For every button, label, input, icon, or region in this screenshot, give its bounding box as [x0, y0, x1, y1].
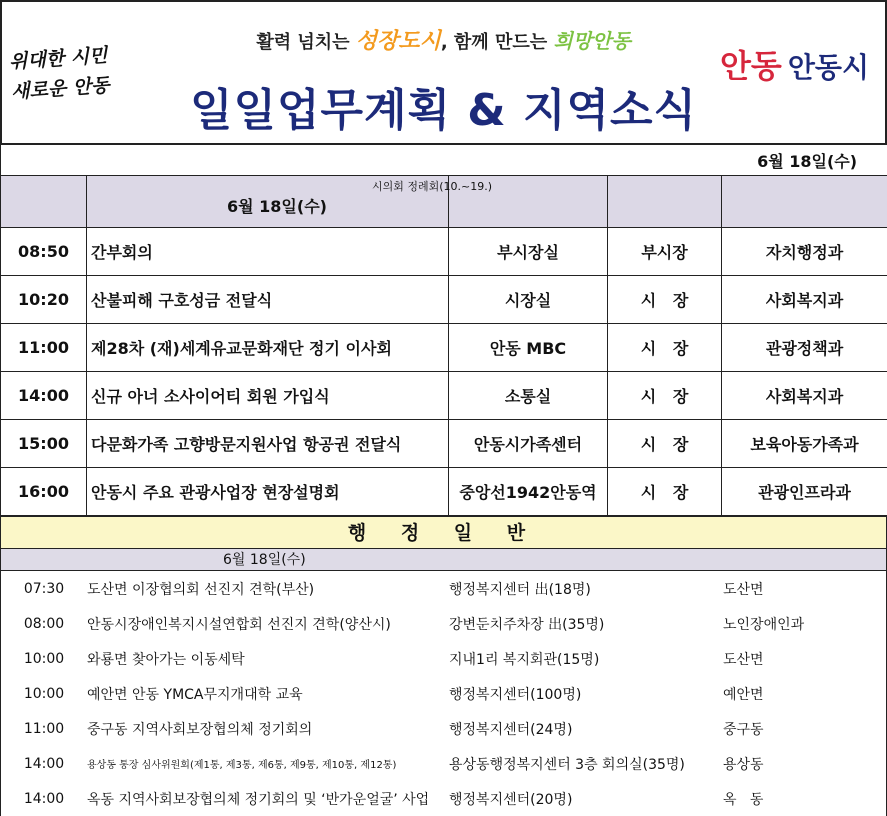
general-dept: 노인장애인과 [723, 606, 886, 641]
general-dept: 도산면 [723, 571, 886, 606]
general-row [1, 606, 886, 641]
schedule-title: 제28차 (재)세계유교문화재단 정기 이사회 [87, 324, 449, 372]
schedule-place: 안동 MBC [449, 324, 608, 372]
general-place: 지내1리 복지회관(15명) [449, 641, 723, 676]
schedule-time: 10:20 [1, 276, 87, 324]
schedule-time: 15:00 [1, 420, 87, 468]
general-title: 와룡면 찾아가는 이동세탁 [87, 641, 449, 676]
schedule-host: 시 장 [608, 420, 722, 468]
schedule-time: 16:00 [1, 468, 87, 516]
general-time: 10:00 [1, 676, 87, 711]
report-date: 6월 18일(수) [1, 144, 887, 176]
schedule-host: 시 장 [608, 372, 722, 420]
schedule-title: 산불피해 구호성금 전달식 [87, 276, 449, 324]
top-slogan: 활력 넘치는 성장도시, 함께 만드는 희망안동 [2, 24, 885, 55]
general-dept: 도산면 [723, 641, 886, 676]
schedule-table [0, 143, 887, 516]
schedule-title: 간부회의 [87, 228, 449, 276]
schedule-host: 부시장 [608, 228, 722, 276]
schedule-title: 신규 아너 소사이어티 회원 가입식 [87, 372, 449, 420]
general-place: 행정복지센터(24명) [449, 711, 723, 746]
general-title: 예안면 안동 YMCA무지개대학 교육 [87, 676, 449, 711]
general-time: 07:30 [1, 571, 87, 606]
schedule-dept: 보육아동가족과 [722, 420, 887, 468]
general-dept: 옥 동 [723, 781, 886, 816]
schedule-dept: 사회복지과 [722, 372, 887, 420]
city-logo [720, 46, 869, 86]
general-dept: 중구동 [723, 711, 886, 746]
schedule-host: 시 장 [608, 468, 722, 516]
general-section-title: 행 정 일 반 [0, 516, 887, 549]
general-row [1, 746, 886, 781]
general-title: 용상동 통장 심사위원회(제1통, 제3통, 제6통, 제9통, 제10통, 제12통) [87, 746, 449, 781]
schedule-host: 시 장 [608, 324, 722, 372]
schedule-row [1, 372, 887, 420]
general-dept: 용상동 [723, 746, 886, 781]
general-time: 14:00 [1, 781, 87, 816]
general-place: 행정복지센터(100명) [449, 676, 723, 711]
general-section-date: 6월 18일(수) [0, 549, 887, 571]
schedule-time: 11:00 [1, 324, 87, 372]
schedule-row [1, 228, 887, 276]
general-title: 도산면 이장협의회 선진지 견학(부산) [87, 571, 449, 606]
general-title: 중구동 지역사회보장협의체 정기회의 [87, 711, 449, 746]
general-row [1, 711, 886, 746]
slogan-line-1: 위대한 시민 [8, 37, 160, 77]
schedule-row [1, 420, 887, 468]
schedule-row [1, 468, 887, 516]
general-title: 옥동 지역사회보장협의체 정기회의 및 ‘반가운얼굴’ 사업 [87, 781, 449, 816]
general-dept: 예안면 [723, 676, 886, 711]
schedule-time: 08:50 [1, 228, 87, 276]
schedule-place: 시장실 [449, 276, 608, 324]
schedule-title: 안동시 주요 관광사업장 현장설명회 [87, 468, 449, 516]
schedule-title: 다문화가족 고향방문지원사업 항공권 전달식 [87, 420, 449, 468]
date-row [1, 144, 887, 176]
schedule-place: 부시장실 [449, 228, 608, 276]
general-time: 11:00 [1, 711, 87, 746]
general-row [1, 571, 886, 606]
header [0, 0, 887, 143]
general-list [0, 571, 887, 816]
schedule-dept: 관광인프라과 [722, 468, 887, 516]
general-row [1, 641, 886, 676]
general-time: 10:00 [1, 641, 87, 676]
general-time: 08:00 [1, 606, 87, 641]
schedule-dept: 사회복지과 [722, 276, 887, 324]
general-time: 14:00 [1, 746, 87, 781]
general-place: 행정복지센터(20명) [449, 781, 723, 816]
logo-text: 안동시 [788, 46, 869, 86]
general-place: 강변둔치주차장 出(35명) [449, 606, 723, 641]
general-place: 용상동행정복지센터 3층 회의실(35명) [449, 746, 723, 781]
page-title: 일일업무계획 & 지역소식 [2, 74, 885, 138]
sub-header-date: 6월 18일(수) [227, 194, 327, 217]
general-row [1, 676, 886, 711]
general-title: 안동시장애인복지시설연합회 선진지 견학(양산시) [87, 606, 449, 641]
schedule-place: 소통실 [449, 372, 608, 420]
sub-header-row [1, 176, 887, 228]
schedule-row [1, 324, 887, 372]
schedule-row [1, 276, 887, 324]
slogan-line-2: 새로운 안동 [10, 67, 162, 107]
general-place: 행정복지센터 出(18명) [449, 571, 723, 606]
schedule-place: 중앙선1942안동역 [449, 468, 608, 516]
schedule-dept: 자치행정과 [722, 228, 887, 276]
logo-mark-icon: 안동 [720, 50, 782, 82]
schedule-dept: 관광정책과 [722, 324, 887, 372]
council-note: 시의회 정례회(10.~19.) [87, 178, 657, 194]
schedule-place: 안동시가족센터 [449, 420, 608, 468]
schedule-time: 14:00 [1, 372, 87, 420]
schedule-host: 시 장 [608, 276, 722, 324]
